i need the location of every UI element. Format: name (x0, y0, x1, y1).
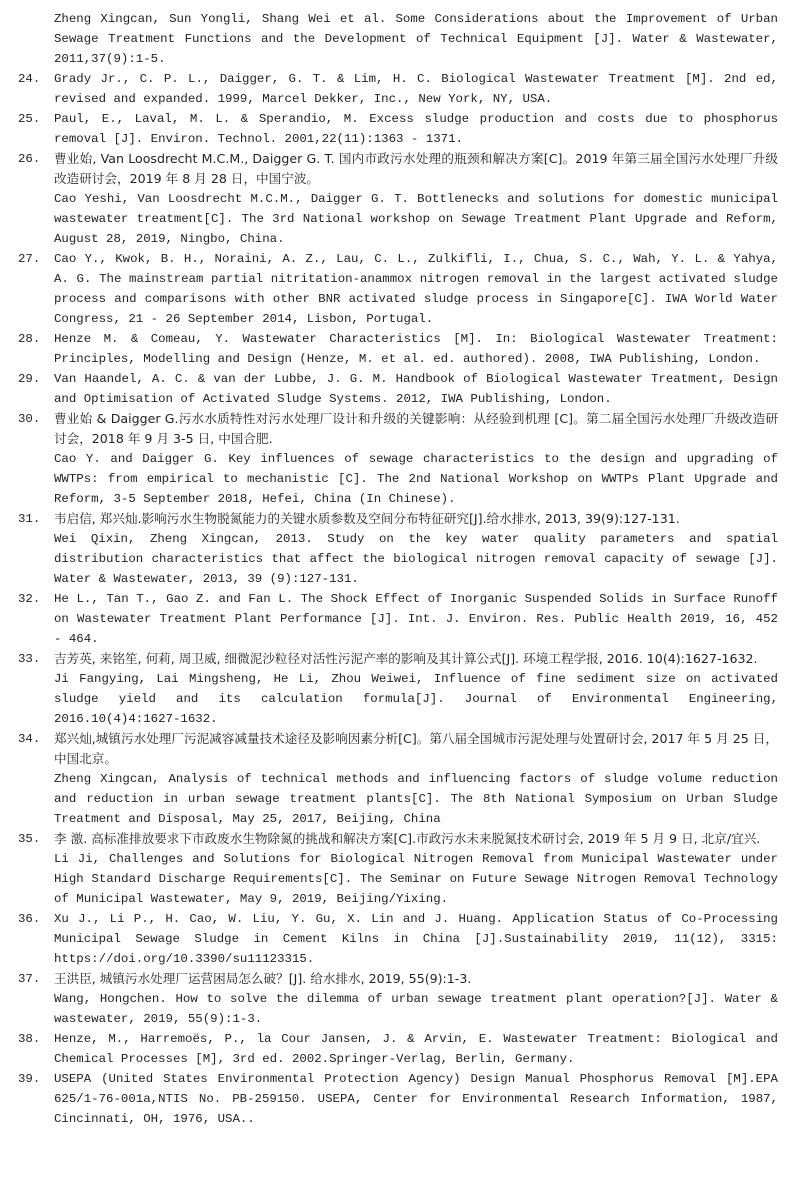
reference-body (54, 409, 778, 509)
reference-text-english: Li Ji, Challenges and Solutions for Biological Nitrogen Removal from Municipal Wastewater under High Standard Discharge Requirements[C]. The Seminar on Future Sewage Nitrogen Removal Technology of Municipal Wastewater, May 9, 2019, Beijing/Yixing. (54, 852, 778, 906)
reference-text-english: Henze, M., Harremoës, P., la Cour Jansen, J. & Arvin, E. Wastewater Treatment: Biological and Chemical Processes [M], 3rd ed. 2002.Springer-Verlag, Berlin, Germany. (54, 1032, 778, 1066)
reference-text-english: He L., Tan T., Gao Z. and Fan L. The Shock Effect of Inorganic Suspended Solids in Surface Runoff on Wastewater Treatment Plant Performance [J]. Int. J. Environ. Res. Public Health 2019, 16, 452 - 464. (54, 592, 778, 646)
reference-body (54, 329, 778, 369)
reference-number: 29. (18, 372, 41, 386)
reference-text-english: Zheng Xingcan, Analysis of technical methods and influencing factors of sludge volume reduction and reduction in urban sewage treatment plants[C]. The 8th National Symposium on Urban Sludge Treatment and Disposal, May 25, 2017, Beijing, China (54, 772, 778, 826)
reference-body (54, 9, 778, 69)
reference-text-english: Van Haandel, A. C. & van der Lubbe, J. G. M. Handbook of Biological Wastewater Treatment, Design and Optimisation of Activated Sludge Systems. 2012, IWA Publishing, London. (54, 372, 778, 406)
reference-body (54, 1069, 778, 1129)
reference-body (54, 909, 778, 969)
reference-text-english: Ji Fangying, Lai Mingsheng, He Li, Zhou Weiwei, Influence of fine sediment size on activated sludge yield and its calculation formula[J]. Journal of Environmental Engineering, 2016.10(4)4:1627-1632. (54, 672, 778, 726)
reference-body (54, 1029, 778, 1069)
reference-item (18, 649, 778, 729)
reference-text-english: Paul, E., Laval, M. L. & Sperandio, M. Excess sludge production and costs due to phosphorus removal [J]. Environ. Technol. 2001,22(11):1363 - 1371. (54, 112, 778, 146)
reference-text-chinese: 郑兴灿,城镇污水处理厂污泥减容减量技术途径及影响因素分析[C]。第八届全国城市污泥处理与处置研讨会, 2017 年 5 月 25 日，中国北京。 (54, 731, 778, 766)
reference-body (54, 509, 778, 589)
reference-item (18, 729, 778, 829)
reference-number: 26. (18, 152, 41, 166)
reference-text-chinese: 李 激. 高标准排放要求下市政废水生物除氮的挑战和解决方案[C].市政污水未来脱氮技术研讨会, 2019 年 5 月 9 日, 北京/宜兴. (54, 831, 761, 846)
reference-body (54, 249, 778, 329)
reference-text-chinese: 韦启信, 郑兴灿.影响污水生物脱氮能力的关键水质参数及空间分布特征研究[J].给水排水, 2013, 39(9):127-131. (54, 511, 680, 526)
reference-number: 24. (18, 72, 41, 86)
reference-body (54, 829, 778, 909)
reference-item (18, 829, 778, 909)
reference-text-chinese: 王洪臣, 城镇污水处理厂运营困局怎么破？[J]. 给水排水, 2019, 55(9):1-3. (54, 971, 472, 986)
reference-number: 30. (18, 412, 41, 426)
reference-text-english: Cao Y., Kwok, B. H., Noraini, A. Z., Lau, C. L., Zulkifli, I., Chua, S. C., Wah, Y. L. & Yahya, A. G. The mainstream partial nitritation-anammox nitrogen removal in the largest activated sludge process and comparisons with other BNR activated sludge process in Singapore[C]. IWA World Water Congress, 21 - 26 September 2014, Lisbon, Portugal. (54, 252, 778, 326)
reference-item (18, 969, 778, 1029)
reference-text-english: Xu J., Li P., H. Cao, W. Liu, Y. Gu, X. Lin and J. Huang. Application Status of Co-Processing Municipal Sewage Sludge in Cement Kilns in China [J].Sustainability 2019, 11(12), 3315: https://doi.org/10.3390/su11123315. (54, 912, 778, 966)
reference-number: 25. (18, 112, 41, 126)
reference-text-english: USEPA (United States Environmental Protection Agency) Design Manual Phosphorus Removal [M].EPA 625/1-76-001a,NTIS No. PB-259150. USEPA, Center for Environmental Research Information, 1987, Cincinnati, OH, 1976, USA.. (54, 1072, 778, 1126)
reference-item (18, 509, 778, 589)
reference-body (54, 69, 778, 109)
reference-item (18, 149, 778, 249)
reference-body (54, 649, 778, 729)
reference-body (54, 109, 778, 149)
reference-text-english: Wei Qixin, Zheng Xingcan, 2013. Study on the key water quality parameters and spatial distribution characteristics that affect the biological nitrogen removal capacity of sewage [J]. Water & Wastewater, 2013, 39 (9):127-131. (54, 532, 778, 586)
reference-number: 33. (18, 652, 41, 666)
reference-item (18, 69, 778, 109)
reference-text-english: Wang, Hongchen. How to solve the dilemma of urban sewage treatment plant operation?[J]. Water & wastewater, 2019, 55(9):1-3. (54, 992, 778, 1026)
reference-number: 35. (18, 832, 41, 846)
reference-number: 36. (18, 912, 41, 926)
reference-item (18, 409, 778, 509)
reference-item (18, 1029, 778, 1069)
reference-number: 38. (18, 1032, 41, 1046)
reference-number: 34. (18, 732, 41, 746)
reference-number: 27. (18, 252, 41, 266)
reference-body (54, 589, 778, 649)
reference-text: Zheng Xingcan, Sun Yongli, Shang Wei et al. Some Considerations about the Improvement of Urban Sewage Treatment Functions and the Development of Technical Equipment [J]. Water & Wastewater, 2011,37(9):1-5. (54, 12, 778, 66)
reference-number: 39. (18, 1072, 41, 1086)
reference-number: 28. (18, 332, 41, 346)
reference-text-chinese: 曹业始 & Daigger G.污水水质特性对污水处理厂设计和升级的关键影响：从经验到机理 [C]。第二届全国污水处理厂升级改造研讨会，2018 年 9 月 3-5 日, 中国合肥. (54, 411, 778, 446)
reference-continuation (18, 9, 778, 69)
reference-body (54, 149, 778, 249)
reference-body (54, 369, 778, 409)
reference-text-english: Cao Yeshi, Van Loosdrecht M.C.M., Daigger G. T. Bottlenecks and solutions for domestic municipal wastewater treatment[C]. The 3rd National workshop on Sewage Treatment Plant Upgrade and Reform, August 28, 2019, Ningbo, China. (54, 192, 778, 246)
reference-item (18, 109, 778, 149)
reference-item (18, 909, 778, 969)
reference-number: 37. (18, 972, 41, 986)
reference-text-english: Cao Y. and Daigger G. Key influences of sewage characteristics to the design and upgrading of WWTPs: from empirical to mechanistic [C]. The 2nd National Workshop on WWTPs Plant Upgrade and Reform, 3-5 September 2018, Hefei, China (In Chinese). (54, 452, 778, 506)
reference-text-chinese: 曹业始, Van Loosdrecht M.C.M., Daigger G. T. 国内市政污水处理的瓶颈和解决方案[C]。2019 年第三届全国污水处理厂升级改造研讨会，2019 年 8 月 28 日，中国宁波。 (54, 151, 778, 186)
reference-item (18, 249, 778, 329)
reference-number: 32. (18, 592, 41, 606)
reference-item (18, 1069, 778, 1129)
reference-body (54, 729, 778, 829)
reference-item (18, 369, 778, 409)
reference-text-chinese: 吉芳英, 来铭笙, 何莉, 周卫威, 细微泥沙粒径对活性污泥产率的影响及其计算公式[J]. 环境工程学报, 2016. 10(4):1627-1632. (54, 651, 758, 666)
reference-body (54, 969, 778, 1029)
reference-number: 31. (18, 512, 41, 526)
reference-text-english: Grady Jr., C. P. L., Daigger, G. T. & Lim, H. C. Biological Wastewater Treatment [M]. 2nd ed, revised and expanded. 1999, Marcel Dekker, Inc., New York, NY, USA. (54, 72, 778, 106)
reference-text-english: Henze M. & Comeau, Y. Wastewater Characteristics [M]. In: Biological Wastewater Treatment: Principles, Modelling and Design (Henze, M. et al. ed. authored). 2008, IWA Publishing, London. (54, 332, 778, 366)
reference-item (18, 329, 778, 369)
reference-list (18, 69, 778, 1129)
reference-item (18, 589, 778, 649)
